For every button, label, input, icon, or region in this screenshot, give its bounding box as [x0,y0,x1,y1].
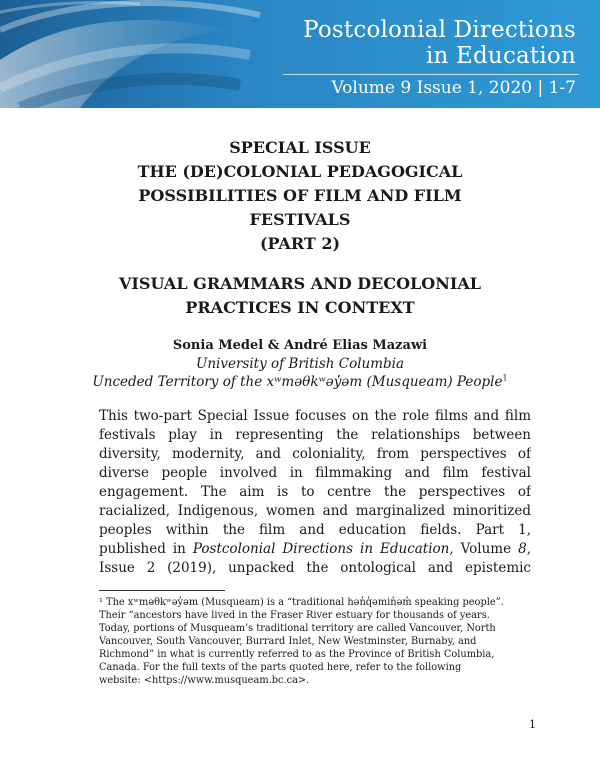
footnote-divider [99,590,225,591]
body-text-segment: , Volume [449,541,519,557]
body-text-segment: published in [99,541,193,557]
title-line: (PART 2) [259,234,341,253]
title-line: VISUAL GRAMMARS AND DECOLONIAL [119,274,481,293]
body-paragraph [99,407,531,578]
title-line: THE (DE)COLONIAL PEDAGOGICAL [137,162,463,181]
header-divider [283,74,579,75]
body-line: racialized, Indigenous, women and marginalized minoritized [99,503,531,519]
body-line: peoples within the film and education fields. Part 1, [99,522,531,538]
journal-name-line2: in Education [425,43,576,69]
affiliation: University of British Columbia [195,356,405,372]
body-line: diversity, modernity, and coloniality, from perspectives of [99,446,531,462]
footnote-line: ¹ The xʷməθkʷəy̓əm (Musqueam) is a “traditional hən̓q̓əmin̓əm̓ speaking people”. [99,597,504,608]
body-line: festivals play in representing the relationships between [99,427,531,443]
footnote [99,596,535,687]
body-text-segment: , [526,541,531,557]
authors: Sonia Medel & André Elias Mazawi [172,338,428,353]
footnote-line: Vancouver, South Vancouver, Burrard Inlet, New Westminster, Burnaby, and [99,636,477,647]
article-title [60,272,540,320]
special-issue-title [60,136,540,256]
volume-issue: Volume 9 Issue 1, 2020 | 1-7 [331,78,576,98]
body-line: diverse people involved in filmmaking and film festival [99,465,531,481]
body-line-with-citation [99,540,531,559]
footnote-line: Their “ancestors have lived in the Fraser River estuary for thousands of years. [99,610,490,621]
title-line: POSSIBILITIES OF FILM AND FILM [138,186,462,205]
title-line: PRACTICES IN CONTEXT [185,298,415,317]
title-line: FESTIVALS [249,210,351,229]
volume-number: 8 [518,541,527,557]
journal-name-line1: Postcolonial Directions [303,17,576,43]
body-line: engagement. The aim is to centre the perspectives of [99,484,531,500]
territory-text: Unceded Territory of the xʷməθkʷəy̓əm (Musqueam) People [92,374,503,390]
footnote-line: Today, portions of Musqueam’s traditional territory are called Vancouver, North [99,623,496,634]
footnote-marker[interactable]: 1 [502,373,508,383]
journal-banner [0,0,600,108]
body-line: This two-part Special Issue focuses on the role films and film [99,408,531,424]
footnote-line: Canada. For the full texts of the parts quoted here, refer to the following [99,662,462,673]
title-line: SPECIAL ISSUE [229,138,371,157]
journal-citation: Postcolonial Directions in Education [192,541,450,557]
footnote-link-line[interactable]: website: <https://www.musqueam.bc.ca>. [99,675,310,686]
body-line: Issue 2 (2019), unpacked the ontological and epistemic [99,560,531,576]
territory-acknowledgement [40,373,560,391]
page-number: 1 [529,718,536,731]
footnote-line: Richmond” in what is currently referred to as the Province of British Columbia, [99,649,495,660]
